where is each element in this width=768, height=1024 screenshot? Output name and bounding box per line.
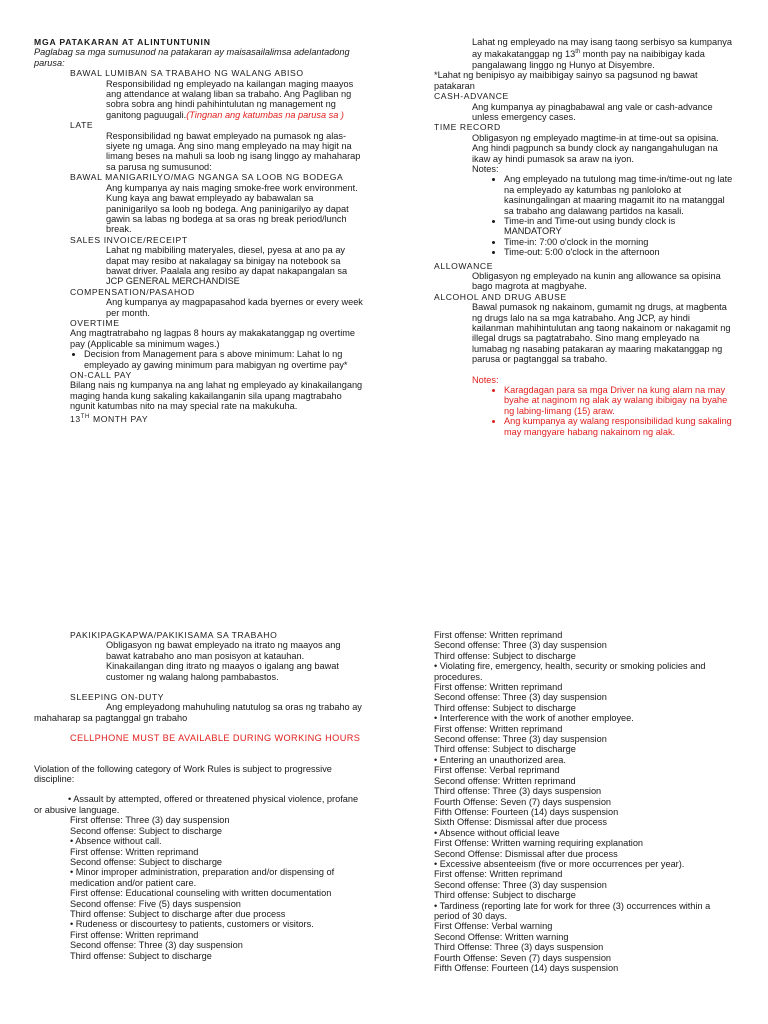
rule-line: First offense: Written reprimand	[434, 869, 563, 880]
bottom-right-column	[434, 630, 734, 973]
walang-abiso-text: Responsibilidad ng empleyado na kailangan maging maayos ang attendance at walang liban sa trabaho. Ang Pagliban ng sobra sobra ang hindi pahihintulutan ng management ng ganitong paguugali.	[106, 78, 354, 120]
rule-line: • Absence without official leave	[434, 827, 560, 838]
spacer	[34, 682, 364, 692]
rule-line: Second offense: Five (5) days suspension	[70, 898, 241, 909]
rule-line: Sixth Offense: Dismissal after due process	[434, 817, 607, 828]
top-left-column	[34, 37, 366, 424]
rule-line: • Rudeness or discourtesy to patients, customers or visitors.	[70, 919, 314, 930]
spacer	[34, 754, 364, 764]
alcohol-body: Bawal pumasok ng nakainom, gumamit ng drugs, at magbenta ng drugs lalo na sa mga katrabaho. Ang JCP, ay hindi kailanman mahihintulutan ang taong nakainom or nakagamit ng illegal drugs sa pagtatrabaho. Sino mang empleyado na lumabag ng nasabing patakaran ay maaring makatanggap ng parusa or pagtanggal sa trabaho.	[472, 302, 731, 365]
rule-line: • Entering an unauthorized area.	[434, 754, 566, 765]
time-record-bullet: • Time-in: 7:00 o'clock in the morning	[504, 237, 734, 247]
bottom-left-column	[34, 630, 364, 961]
late-body: Responsibilidad ng bawat empleyado na pumasok ng alas-siyete ng umaga. Ang sino mang empleyado na may higit na limang beses na mahuli sa loob ng isang linggo ay mahaharap sa parusa ng sumusunod:	[106, 130, 361, 172]
rule-line: First offense: Written reprimand	[434, 630, 563, 640]
intro-text: Paglabag sa mga sumusunod na patakaran ay maisasailalimsa adelantadong parusa:	[34, 47, 350, 68]
rule-line: Second offense: Three (3) day suspension	[434, 879, 607, 890]
oncall-heading: ON-CALL PAY	[70, 370, 132, 380]
overtime-heading: OVERTIME	[70, 317, 120, 328]
manigarilyo-body: Ang kumpanya ay nais maging smoke-free work environment. Kung kaya ang bawat empleyado ay babawalan sa paninigarilyo sa loob ng bodega. Ang paninigarilyo ay dapat gawin sa labas ng bodega at sa oras ng break period/lunch break.	[106, 182, 358, 235]
rule-line: • Assault by attempted, offered or threatened physical violence, profane or abusive language.	[34, 794, 359, 815]
compensation-body: Ang kumpanya ay magpapasahod kada byernes or every week per month.	[106, 297, 363, 318]
rule-line: • Tardiness (reporting late for work for three (3) occurrences within a period of 30 days.	[434, 900, 711, 921]
red-note-bullet: • Karagdagan para sa mga Driver na kung alam na may byahe at naginom ng alak ay walang ibibigay na byahe ng labing-limang (15) araw.	[504, 385, 734, 416]
cash-advance-heading: CASH-ADVANCE	[434, 91, 509, 102]
rule-line: • Violating fire, emergency, health, security or smoking policies and procedures.	[434, 661, 706, 682]
overtime-body: Ang magtratrabaho ng lagpas 8 hours ay makakatanggap ng overtime pay (Applicable sa minimum wages.)	[70, 328, 355, 349]
rule-line: Second offense: Subject to discharge	[70, 856, 223, 867]
rule-line: First offense: Three (3) day suspension	[70, 815, 230, 826]
rule-line: First Offense: Written warning requiring explanation	[434, 838, 644, 849]
rule-line: Second offense: Three (3) day suspension	[70, 940, 243, 951]
rule-line: Fourth Offense: Seven (7) days suspension	[434, 796, 612, 807]
rule-line: Third offense: Subject to discharge	[70, 950, 212, 961]
spacer	[34, 784, 364, 794]
document-title: MGA PATAKARAN AT ALINTUNTUNIN	[34, 37, 211, 47]
time-record-heading: TIME RECORD	[434, 122, 501, 133]
top-right-column	[434, 37, 734, 437]
rule-line: Fifth Offense: Fourteen (14) days suspension	[434, 806, 619, 817]
month13-body-b: month pay na naibibigay kada pangalawang linggo ng Hunyo at Disyembre.	[472, 49, 705, 70]
rule-line: Third offense: Subject to discharge	[434, 744, 576, 755]
rule-line: Fourth Offense: Seven (7) days suspension	[434, 952, 612, 963]
spacer	[34, 723, 364, 733]
walang-abiso-heading: BAWAL LUMIBAN SA TRABAHO NG WALANG ABISO	[70, 68, 304, 79]
month13-note: *Lahat ng benipisyo ay maibibigay sainyo sa pagsunod ng bawat patakaran	[434, 70, 698, 91]
pakikipagkapwa-body: Obligasyon ng bawat empleyado na itrato ng maayos ang bawat katrabaho ano man posisyon at katauhan. Kinakailangan ding itrato ng maayos o igalang ang bawat customer ng walang halong pambabastos.	[106, 640, 341, 682]
rule-line: • Excessive absenteeism (five or more occurrences per year).	[434, 858, 685, 869]
rule-line: First offense: Educational counseling with written documentation	[70, 888, 332, 899]
month13-heading	[34, 412, 366, 424]
oncall-body: Bilang nais ng kumpanya na ang lahat ng empleyado ay kinakailangang maging handa kung sakaling kakailanganin sila upang magtrabaho ngunit katumbas nito na may special rate na makukuha.	[70, 380, 363, 412]
compensation-heading: COMPENSATION/PASAHOD	[70, 286, 195, 297]
rule-line: First offense: Verbal reprimand	[434, 765, 560, 776]
violation-intro: Violation of the following category of Work Rules is subject to progressive discipline:	[34, 763, 332, 785]
red-note-bullet: • Ang kumpanya ay walang responsibilidad kung sakaling may mangyare habang nakainom ng alak.	[504, 416, 734, 437]
allowance-body: Obligasyon ng empleyado na kunin ang allowance sa opisina bago magrota at magbyahe.	[472, 271, 721, 292]
alcohol-heading: ALCOHOL AND DRUG ABUSE	[434, 291, 567, 302]
month13-body-sup: th	[575, 49, 581, 56]
rule-line: • Minor improper administration, preparation and/or dispensing of medication and/or patient care.	[70, 867, 335, 888]
cellphone-notice: CELLPHONE MUST BE AVAILABLE DURING WORKING HOURS	[70, 733, 361, 744]
rule-line: Second Offense: Dismissal after due process	[434, 848, 618, 859]
spacer	[34, 744, 364, 754]
overtime-bullet: • Decision from Management para s above minimum: Lahat lo ng empleyado ay gawing minimum para mabigyan ng overtime pay*	[84, 349, 366, 370]
rule-line: Third offense: Subject to discharge after due process	[70, 908, 286, 919]
rule-line: Second offense: Written reprimand	[434, 775, 576, 786]
month13-number: 13	[70, 413, 81, 424]
rule-line: First Offense: Verbal warning	[434, 921, 553, 932]
cash-advance-body: Ang kumpanya ay pinagbabawal ang vale or cash-advance unless emergency cases.	[472, 101, 713, 122]
rule-line: Third offense: Three (3) days suspension	[434, 786, 602, 797]
rule-line: • Absence without call.	[70, 836, 162, 847]
alcohol-notes-label: Notes:	[472, 374, 499, 385]
month13-sup: TH	[80, 413, 90, 420]
walang-abiso-body	[34, 79, 366, 121]
sleeping-body: Ang empleyadong mahuhuling natutulog sa oras ng trabaho ay mahaharap sa pagtanggal gn trabaho	[34, 702, 362, 723]
alcohol-red-list	[434, 385, 734, 437]
invoice-heading: SALES INVOICE/RECEIPT	[70, 234, 188, 245]
time-record-body: Obligasyon ng empleyado magtime-in at time-out sa opisina. Ang hindi pagpunch sa bundy clock ay nangangahulugan na ikaw ay hindi pumasok sa araw na iyon.	[472, 132, 719, 164]
rule-line: Third offense: Subject to discharge	[434, 650, 576, 661]
rule-line: Second offense: Three (3) day suspension	[434, 640, 607, 651]
rule-line: Second Offense: Written warning	[434, 931, 569, 942]
rule-line: • Interference with the work of another employee.	[434, 713, 634, 724]
rule-line: Third Offense: Three (3) days suspension	[434, 942, 604, 953]
rule-line: Fifth Offense: Fourteen (14) days suspension	[434, 963, 619, 973]
rule-line: Second offense: Three (3) day suspension	[434, 692, 607, 703]
time-record-bullet: • Time-in and Time-out using bundy clock is MANDATORY	[504, 216, 734, 237]
time-record-bullet: • Ang empleyado na tutulong mag time-in/time-out ng late na empleyado ay katumbas ng panloloko at kasinungalingan at maaring magamit ito na matanggal sa trabaho ang dalawang partidos na kasali.	[504, 174, 734, 216]
time-record-list	[434, 174, 734, 257]
time-record-notes-label: Notes:	[472, 163, 499, 174]
walang-abiso-red-note: (Tingnan ang katumbas na parusa sa )	[186, 109, 344, 120]
rule-line: Third offense: Subject to discharge	[434, 702, 576, 713]
rule-line: Third offense: Subject to discharge	[434, 890, 576, 901]
month13-body-a: Lahat ng empleyado na may isang taong serbisyo sa kumpanya ay makakatanggap ng 13	[472, 37, 732, 60]
overtime-list	[34, 349, 366, 370]
rule-line: First offense: Written reprimand	[70, 929, 199, 940]
rule-line: Second offense: Subject to discharge	[70, 825, 223, 836]
rule-line: First offense: Written reprimand	[70, 846, 199, 857]
sleeping-heading: SLEEPING ON-DUTY	[70, 692, 165, 703]
allowance-heading: ALLOWANCE	[434, 260, 494, 271]
month13-rest: MONTH PAY	[89, 413, 149, 424]
invoice-body: Lahat ng mabibiling materyales, diesel, pyesa at ano pa ay dapat may resibo at nakalagay sa binigay na notebook sa bawat driver. Paalala ang resibo ay dapat nakapangalan sa JCP GENERAL MERCHANDISE	[106, 245, 348, 287]
rule-line: First offense: Written reprimand	[434, 723, 563, 734]
pakikipagkapwa-heading: PAKIKIPAGKAPWA/PAKIKISAMA SA TRABAHO	[70, 630, 278, 640]
rule-line: Second offense: Three (3) day suspension	[434, 734, 607, 745]
month13-body	[434, 37, 734, 70]
manigarilyo-heading: BAWAL MANIGARILYO/MAG NGANGA SA LOOB NG BODEGA	[70, 172, 344, 183]
time-record-bullet: • Time-out: 5:00 o'clock in the afternoon	[504, 247, 734, 257]
rule-line: First offense: Written reprimand	[434, 682, 563, 693]
late-heading: LATE	[70, 120, 94, 131]
